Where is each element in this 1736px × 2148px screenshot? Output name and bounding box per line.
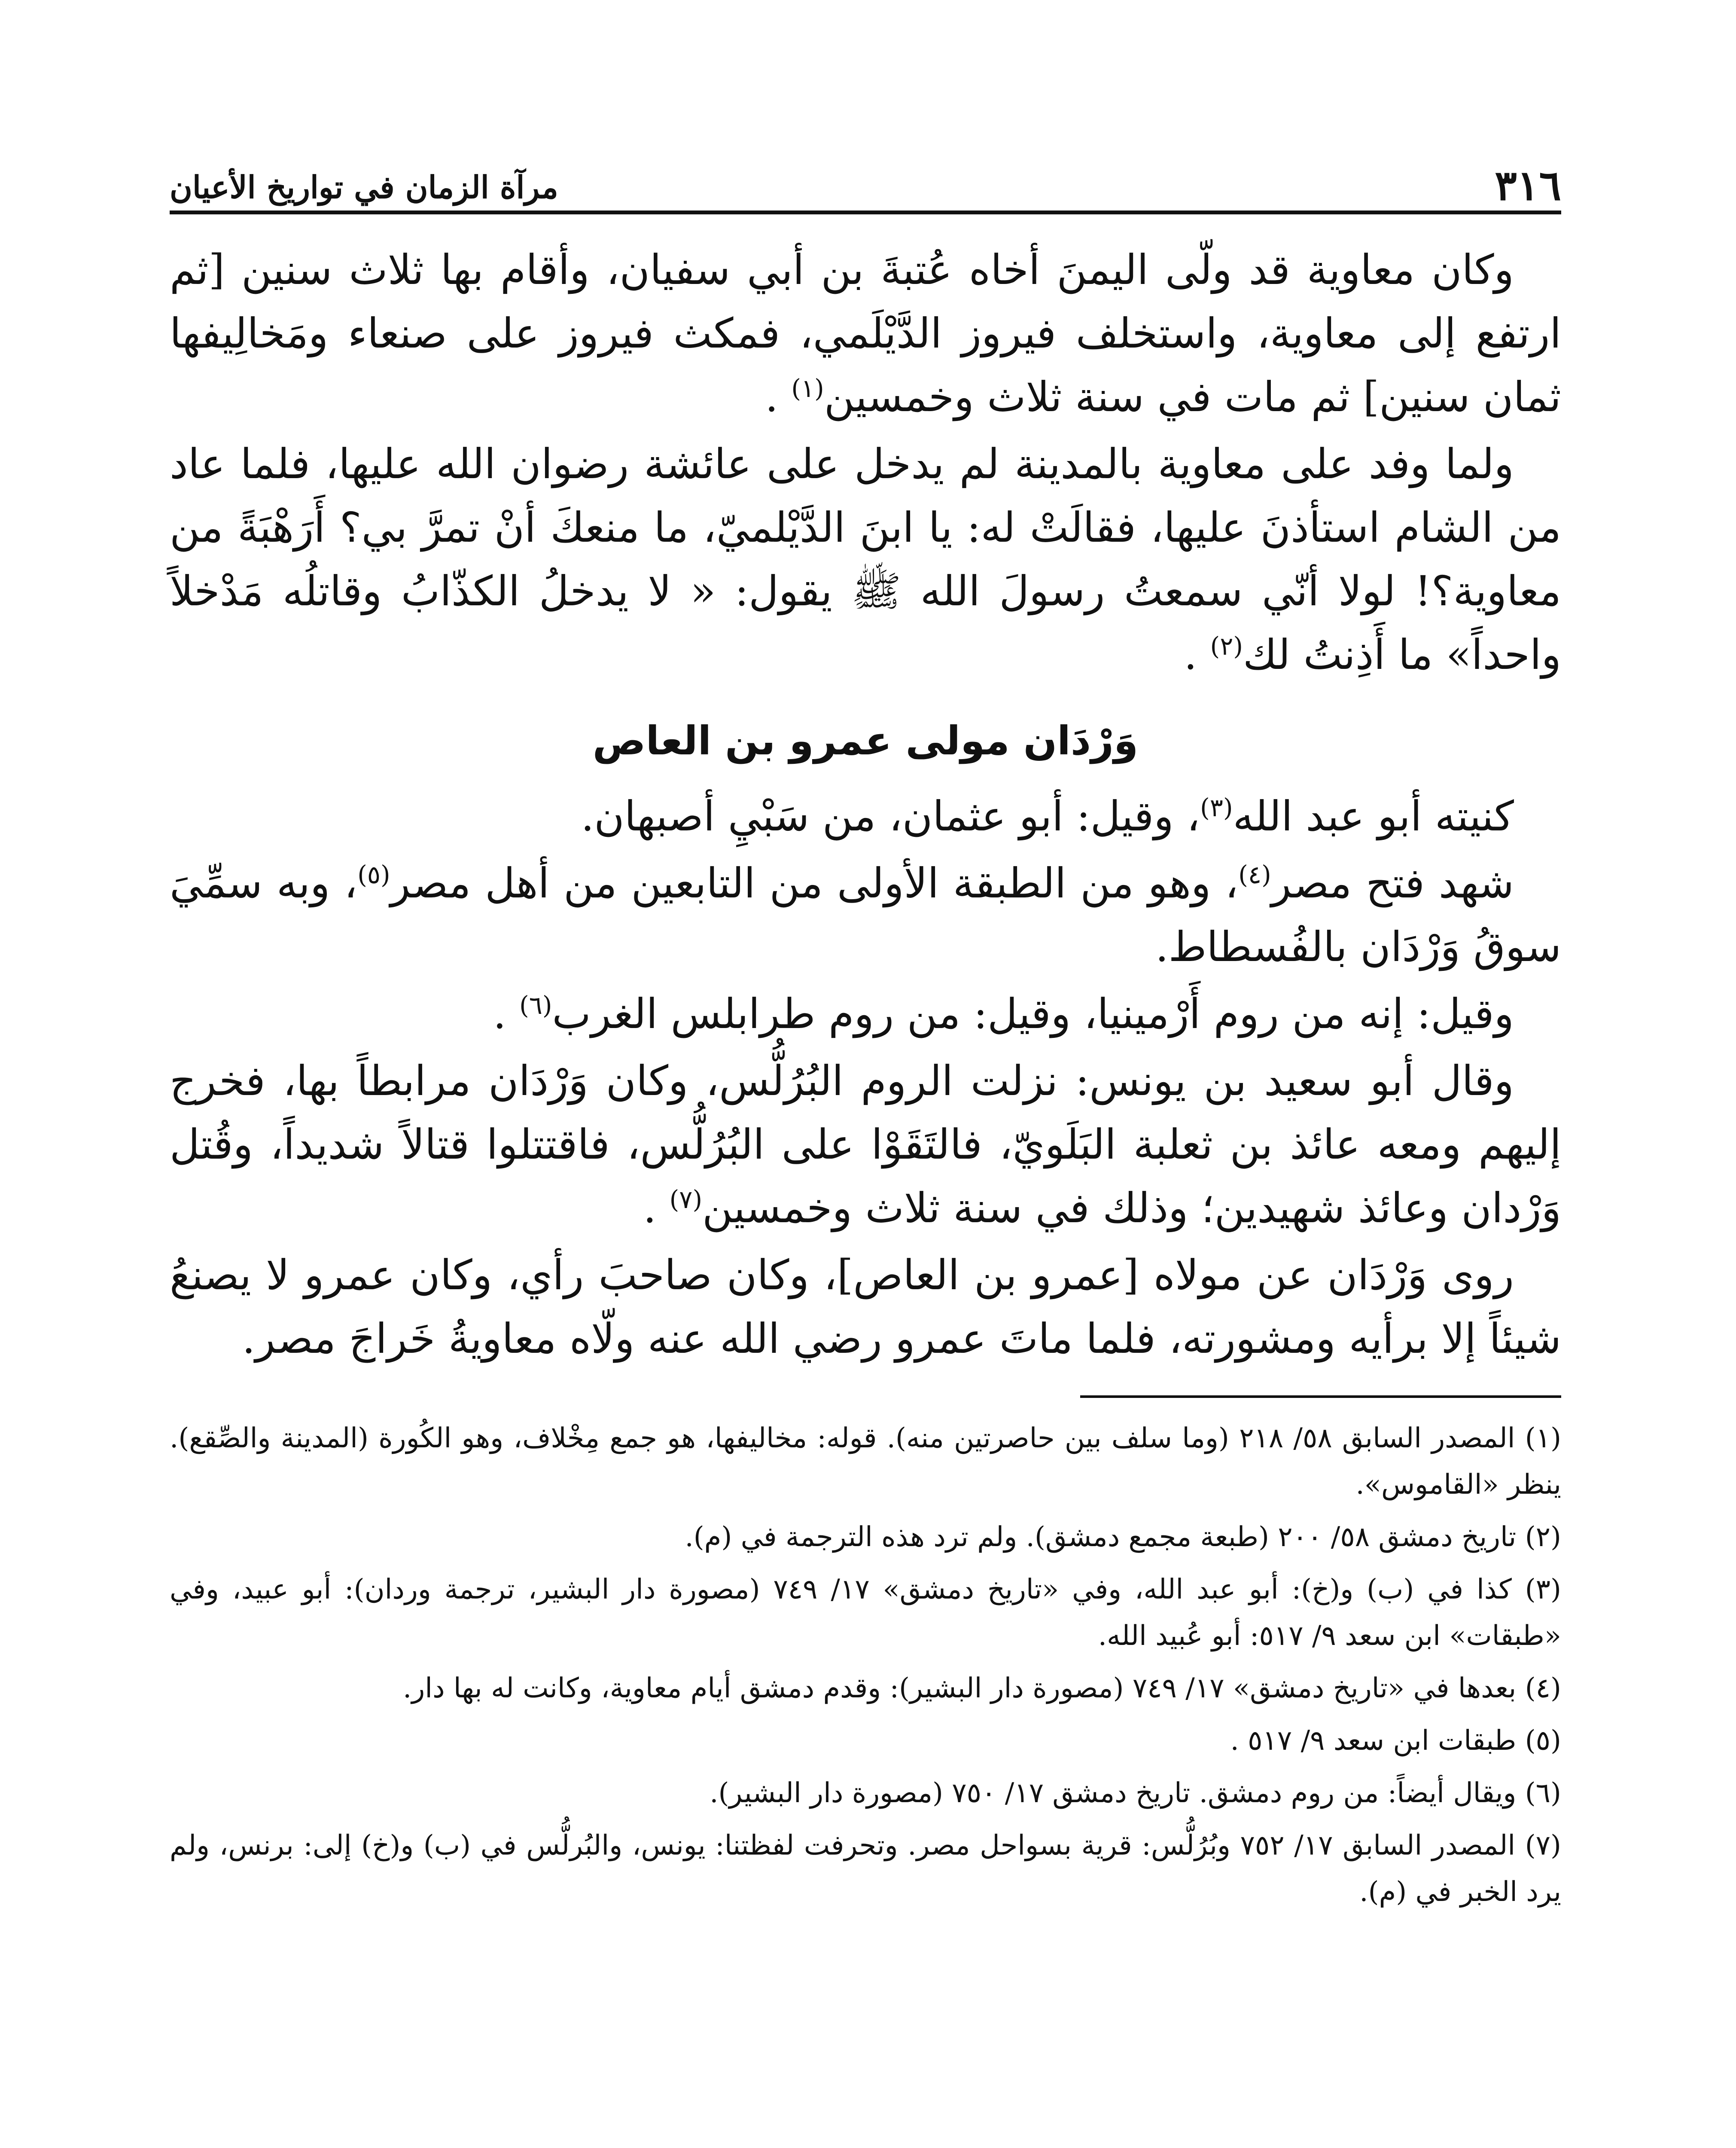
footnote bbox=[170, 1514, 1561, 1560]
footnote-text: طبقات ابن سعد ٩/ ٥١٧ . bbox=[1230, 1725, 1517, 1757]
footnote-ref: (٢) bbox=[1210, 632, 1243, 661]
main-text bbox=[170, 238, 1561, 1370]
footnote-number: (٤) bbox=[1525, 1672, 1561, 1704]
footnote-number: (٣) bbox=[1525, 1574, 1562, 1605]
paragraph-text: . bbox=[493, 990, 520, 1038]
paragraph bbox=[170, 851, 1561, 979]
footnote-text: تاريخ دمشق ٥٨/ ٢٠٠ (طبعة مجمع دمشق). ولم ترد هذه الترجمة في (م). bbox=[685, 1521, 1517, 1553]
paragraph bbox=[170, 432, 1561, 687]
footnote-ref: (٥) bbox=[357, 860, 390, 889]
footnote bbox=[170, 1770, 1561, 1816]
footnote-number: (١) bbox=[1525, 1422, 1562, 1454]
paragraph bbox=[170, 784, 1561, 848]
footnote-number: (٧) bbox=[1525, 1830, 1562, 1861]
paragraph-text: ولما وفد على معاوية بالمدينة لم يدخل على عائشة رضوان الله عليها، فلما عاد من الشام استأذنَ عليها، فقالَتْ له: يا ابنَ الدَّيْلميّ، ما منعكَ أنْ تمرَّ بي؟ أَرَهْبَةً من معاوية؟! لولا أنّي سمعتُ رسولَ الله ﷺ يقول: « لا يدخلُ الكذّابُ وقاتلُه مَدْخلاً واحداً» ما أَذِنتُ لك bbox=[170, 440, 1561, 679]
footnote-number: (٥) bbox=[1525, 1725, 1561, 1757]
paragraph-text: ، وقيل: أبو عثمان، من سَبْيِ أصبهان. bbox=[581, 792, 1200, 840]
footnote-ref: (٤) bbox=[1238, 860, 1271, 889]
book-page bbox=[170, 146, 1561, 2148]
footnotes bbox=[170, 1415, 1561, 1915]
paragraph bbox=[170, 1243, 1561, 1370]
footnote bbox=[170, 1822, 1561, 1915]
paragraph-text: روى وَرْدَان عن مولاه [عمرو بن العاص]، وكان صاحبَ رأي، وكان عمرو لا يصنعُ شيئاً إلا برأيه ومشورته، فلما ماتَ عمرو رضي الله عنه ولّاه معاويةُ خَراجَ مصر. bbox=[170, 1251, 1561, 1363]
section-heading: وَرْدَان مولى عمرو بن العاص bbox=[592, 718, 1139, 764]
footnote-ref: (١) bbox=[791, 374, 824, 403]
paragraph-text: . bbox=[643, 1184, 670, 1232]
footnote-ref: (٦) bbox=[519, 991, 552, 1020]
paragraph bbox=[170, 982, 1561, 1046]
footnote-number: (٦) bbox=[1525, 1777, 1561, 1809]
paragraph-end: . bbox=[765, 373, 792, 421]
paragraph-text: وقيل: إنه من روم أَرْمينيا، وقيل: من روم طرابلس الغرب bbox=[552, 990, 1514, 1038]
footnote-text: المصدر السابق ٥٨/ ٢١٨ (وما سلف بين حاصرتين منه). قوله: مخاليفها، هو جمع مِخْلاف، وهو الكُورة (المدينة والصِّقع). ينظر «القاموس». bbox=[170, 1422, 1561, 1501]
footnote-ref: (٧) bbox=[669, 1185, 703, 1214]
page-number: ٣١٦ bbox=[1495, 161, 1561, 210]
paragraph-text: ، وبه سمِّيَ سوقُ وَرْدَان بالفُسطاط. bbox=[170, 859, 1561, 971]
footnote-ref: (٣) bbox=[1200, 793, 1233, 822]
footnote-text: بعدها في «تاريخ دمشق» ١٧/ ٧٤٩ (مصورة دار البشير): وقدم دمشق أيام معاوية، وكانت له بها دار. bbox=[403, 1672, 1517, 1704]
paragraph bbox=[170, 1049, 1561, 1240]
book-title: مرآة الزمان في تواريخ الأعيان bbox=[170, 169, 558, 205]
footnote-text: كذا في (ب) و(خ): أبو عبد الله، وفي «تاريخ دمشق» ١٧/ ٧٤٩ (مصورة دار البشير، ترجمة وردان): أبو عبيد، وفي «طبقات» ابن سعد ٩/ ٥١٧: أبو عُبيد الله. bbox=[170, 1574, 1561, 1652]
footnote-number: (٢) bbox=[1525, 1521, 1561, 1553]
footnote bbox=[170, 1566, 1561, 1659]
paragraph-end: . bbox=[1184, 631, 1210, 679]
footnote-text: ويقال أيضاً: من روم دمشق. تاريخ دمشق ١٧/ ٧٥٠ (مصورة دار البشير). bbox=[710, 1777, 1517, 1809]
footnote-text: المصدر السابق ١٧/ ٧٥٢ وبُرُلُّس: قرية بسواحل مصر. وتحرفت لفظتنا: يونس، والبُرلُّس في (ب) و(خ) إلى: برنس، ولم يرد الخبر في (م). bbox=[170, 1830, 1561, 1908]
paragraph bbox=[170, 238, 1561, 429]
running-header bbox=[170, 146, 1561, 214]
paragraph-text: وكان معاوية قد ولّى اليمنَ أخاه عُتبةَ بن أبي سفيان، وأقام بها ثلاث سنين [ثم ارتفع إلى معاوية، واستخلف فيروز الدَّيْلَمي، فمكث فيروز على صنعاء ومَخالِيفها ثمان سنين] ثم مات في سنة ثلاث وخمسين bbox=[170, 246, 1561, 421]
paragraph-text: وقال أبو سعيد بن يونس: نزلت الروم البُرُلُّس، وكان وَرْدَان مرابطاً بها، فخرج إليهم ومعه عائذ بن ثعلبة البَلَويّ، فالتَقَوْا على البُرُلُّس، فاقتتلوا قتالاً شديداً، وقُتل وَرْدان وعائذ شهيدين؛ وذلك في سنة ثلاث وخمسين bbox=[170, 1057, 1561, 1232]
footnote bbox=[170, 1665, 1561, 1712]
paragraph-text: كنيته أبو عبد الله bbox=[1233, 792, 1514, 840]
footnote bbox=[170, 1718, 1561, 1764]
footnote bbox=[170, 1415, 1561, 1508]
paragraph-text: شهد فتح مصر bbox=[1271, 859, 1514, 907]
paragraph-text: ، وهو من الطبقة الأولى من التابعين من أهل مصر bbox=[390, 859, 1239, 907]
footnote-divider bbox=[1080, 1395, 1561, 1398]
